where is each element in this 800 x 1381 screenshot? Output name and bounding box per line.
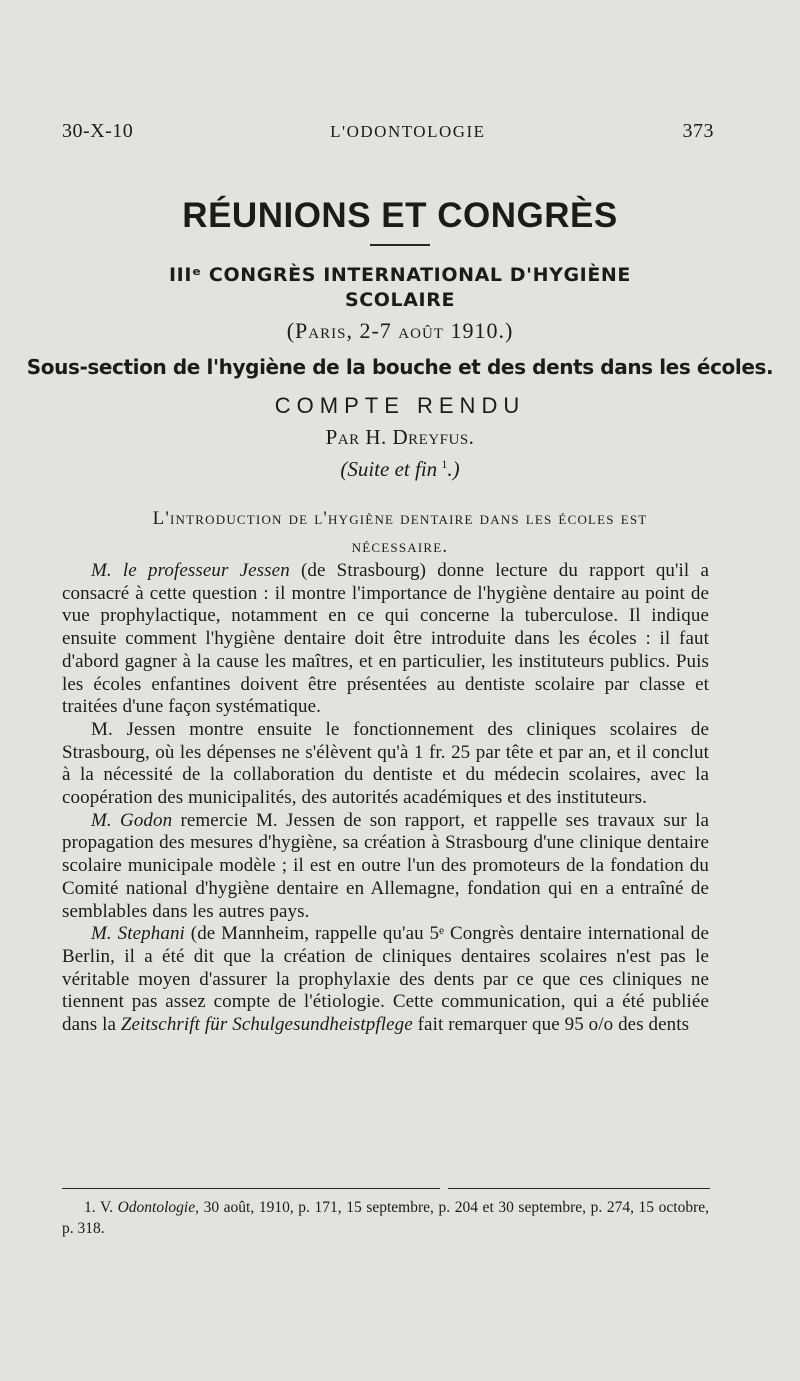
speaker-name: M. Godon bbox=[91, 809, 173, 831]
article-heading-line-2: nécessaire. bbox=[351, 536, 449, 557]
speaker-name: M. le professeur Jessen bbox=[91, 560, 290, 581]
article-body bbox=[62, 560, 709, 1037]
suite-line bbox=[0, 457, 800, 482]
paragraph-text: (de Strasbourg) donne lecture du rapport qu'il a consacré à cette question : il montre l'importance de l'hygiène dentaire au point de vue prophylactique, notamment en ce qui concerne la tuberculose. Il indique ensuite comment l'hygiène dentaire doit être introduite dans les écoles : il faut d'abord gagner à la cause les maîtres, et en particulier, les instituteurs publics. Puis les écoles enfantines doivent être présentées au dentiste scolaire par classe et traitées d'une façon systématique. bbox=[62, 560, 709, 718]
paragraph bbox=[62, 810, 709, 924]
footnote bbox=[62, 1197, 709, 1239]
section-title: RÉUNIONS ET CONGRÈS bbox=[182, 196, 618, 235]
article-heading bbox=[60, 505, 740, 561]
footnote-journal: Odontologie, bbox=[117, 1199, 199, 1216]
suite-text: (Suite et fin bbox=[340, 457, 438, 481]
speaker-name: M. Stephani bbox=[91, 923, 185, 945]
footnote-text bbox=[62, 1197, 709, 1239]
footnote-divider-right bbox=[448, 1188, 710, 1189]
journal-title: L'ODONTOLOGIE bbox=[330, 122, 486, 141]
paragraph bbox=[62, 923, 709, 1037]
footnote-refs: 30 août, 1910, p. 171, 15 septembre, p. 204 et 30 septembre, p. 274, 15 octobre, p. 318. bbox=[62, 1199, 709, 1237]
running-head bbox=[62, 120, 714, 143]
paragraph-text-tail: fait remarquer que 95 o/o des dents bbox=[412, 1014, 690, 1036]
suite-close: .) bbox=[447, 457, 460, 481]
place-and-date: (Paris, 2-7 août 1910.) bbox=[286, 318, 514, 343]
congress-title-line-1: IIIᵉ CONGRÈS INTERNATIONAL D'HYGIÈNE bbox=[169, 264, 631, 286]
page-number: 373 bbox=[682, 120, 714, 142]
paragraph-text: remercie M. Jessen de son rapport, et rappelle ses travaux sur la propagation des mesures d'hygiène, sa création à Strasbourg d'une clinique dentaire scolaire municipale modèle ; il est en outre l'un des promoteurs de la fondation du Comité national d'hygiène dentaire en Allemagne, fondation qui en a entraîné de semblables dans les autres pays. bbox=[62, 809, 709, 922]
paragraph bbox=[62, 560, 709, 719]
author-line: Par H. Dreyfus. bbox=[325, 425, 475, 449]
journal-citation: Zeitschrift für Schulgesundheistpflege bbox=[120, 1014, 413, 1036]
compte-rendu-heading: COMPTE RENDU bbox=[274, 393, 526, 418]
issue-date: 30-X-10 bbox=[62, 120, 134, 142]
article-heading-line-1: L'introduction de l'hygiène dentaire dans les écoles est bbox=[152, 508, 648, 529]
subsection-title: Sous-section de l'hygiène de la bouche et des dents dans les écoles. bbox=[26, 355, 774, 379]
paragraph bbox=[62, 719, 709, 810]
congress-title-line-2: SCOLAIRE bbox=[344, 289, 456, 311]
footnote-prefix: 1. V. bbox=[84, 1199, 118, 1216]
title-divider bbox=[370, 244, 430, 246]
suite-note-ref: 1 bbox=[441, 457, 448, 471]
paragraph-text: (de Mannheim, rappelle qu'au 5ᵉ Congrès dentaire international de Berlin, il a été dit que la création de cliniques dentaires scolaires n'est pas le véritable moyen d'assurer la prophylaxie des dents par ce que ces cliniques ne tiennent pas assez compte de l'étiologie. Cette communication, qui a été publiée dans la bbox=[62, 923, 709, 1036]
paragraph-text: M. Jessen montre ensuite le fonctionnement des cliniques scolaires de Strasbourg, où les dépenses ne s'élèvent qu'à 1 fr. 25 par tête et par an, et il conclut à la nécessité de la collaboration du dentiste et du médecin scolaires, avec la coopération des municipalités, des autorités académiques et des instituteurs. bbox=[62, 718, 709, 809]
footnote-divider-left bbox=[62, 1188, 440, 1189]
